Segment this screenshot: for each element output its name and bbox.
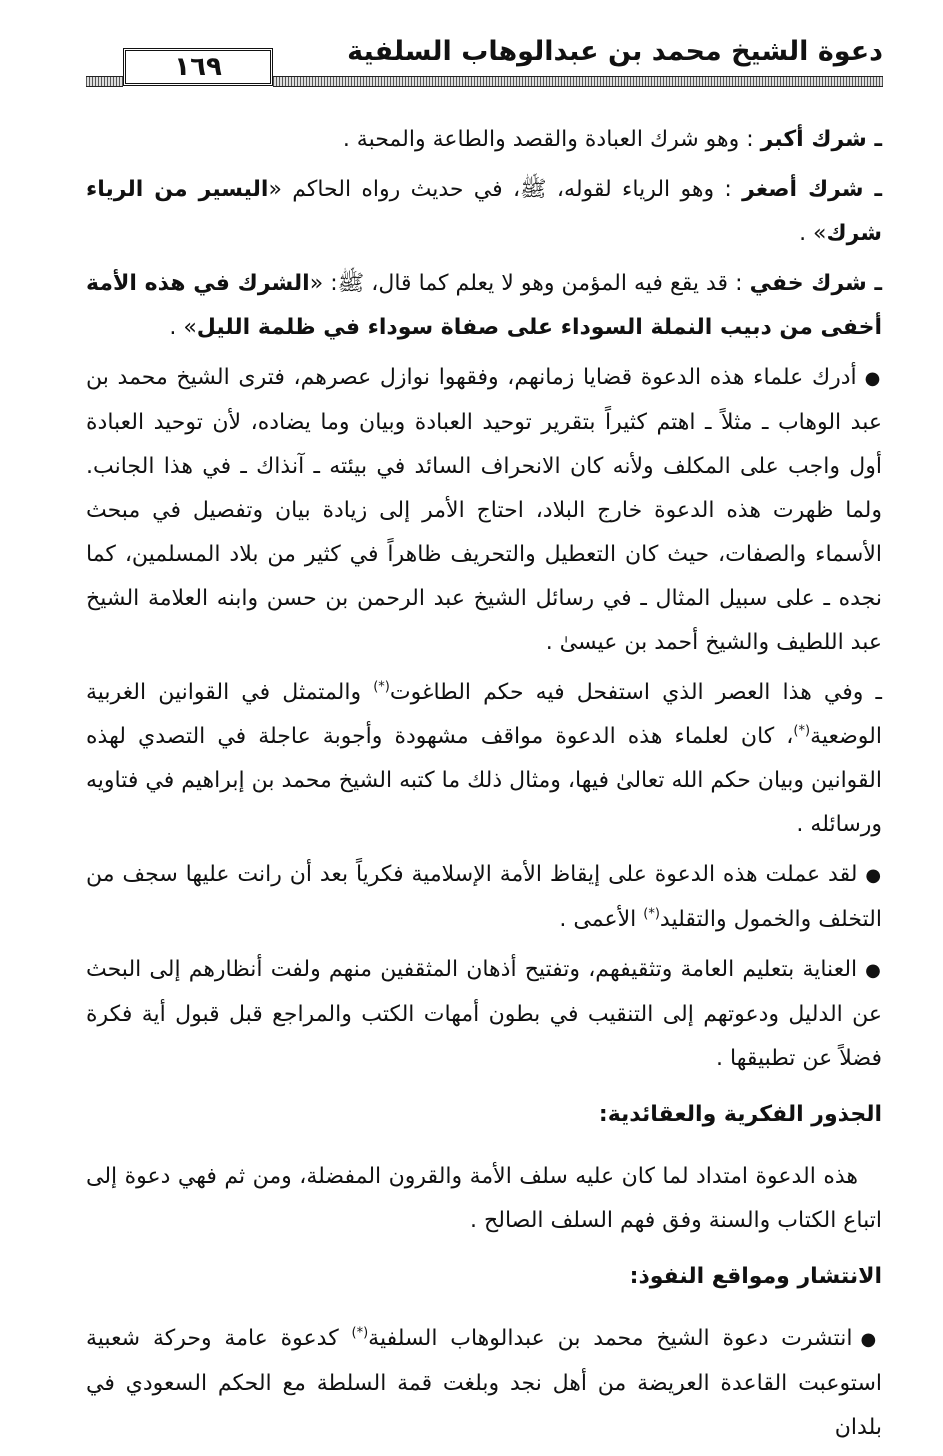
heading-roots: الجذور الفكرية والعقائدية: — [598, 1102, 882, 1127]
taghut-text-1: ـ وفي هذا العصر الذي استفحل فيه حكم الطاغوت — [389, 680, 882, 705]
shirk-asghar-item — [86, 168, 882, 256]
shirk-asghar-label: ـ شرك أصغر — [742, 177, 883, 202]
shirk-akbar-label: ـ شرك أكبر — [760, 127, 882, 152]
scholars-paragraph — [86, 356, 882, 665]
bullet-icon: ● — [860, 1329, 883, 1350]
footnote-marker: (*) — [793, 723, 811, 739]
taghut-text-3: ، كان لعلماء هذه الدعوة مواقف مشهودة وأجوبة عاجلة في التصدي لهذه القوانين وبيان حكم الله تعالىٰ فيها، ومثال ذلك ما كتبه الشيخ محمد بن إبراهيم في فتاويه ورسائله . — [86, 724, 882, 837]
education-text: العناية بتعليم العامة وتثقيفهم، وتفتيح أذهان المثقفين منهم ولفت أنظارهم إلى البحث عن الدليل ودعوتهم إلى التنقيب في بطون أمهات الكتب والمراجع قبل قبول أية فكرة فضلاً عن تطبيقها . — [86, 957, 882, 1071]
shirk-khafi-end: » . — [169, 315, 197, 340]
bullet-icon: ● — [864, 368, 882, 389]
shirk-khafi-text: : قد يقع فيه المؤمن وهو لا يعلم كما قال، ﷺ: « — [309, 271, 743, 296]
awakening-text-1: لقد عملت هذه الدعوة على إيقاظ الأمة الإسلامية فكرياً بعد أن رانت عليها سجف من التخلف والخمول والتقليد — [86, 862, 882, 932]
page-header — [86, 30, 883, 92]
shirk-akbar-item — [86, 118, 882, 162]
shirk-khafi-hadith: الشرك في هذه الأمة أخفى من دبيب النملة السوداء على صفاة سوداء في ظلمة الليل — [86, 271, 882, 340]
running-title: دعوة الشيخ محمد بن عبدالوهاب السلفية — [347, 36, 883, 67]
page-number: ١٦٩ — [123, 48, 273, 86]
education-paragraph — [86, 948, 882, 1081]
spread-text-1: انتشرت دعوة الشيخ محمد بن عبدالوهاب السلفية — [368, 1326, 853, 1351]
header-rule-left — [86, 76, 123, 87]
taghut-text-2: والمتمثل في القوانين الغربية الوضعية — [86, 680, 882, 749]
shirk-khafi-item — [86, 262, 882, 350]
footnote-marker: (*) — [373, 679, 390, 695]
shirk-asghar-end: » . — [799, 221, 827, 246]
awakening-paragraph — [86, 853, 882, 942]
bullet-icon: ● — [865, 865, 882, 886]
awakening-text-2: الأعمى . — [559, 907, 644, 932]
shirk-asghar-text: : وهو الرياء لقوله، ﷺ، في حديث رواه الحاكم « — [268, 177, 732, 202]
page-body — [86, 118, 882, 1456]
taghut-paragraph — [86, 671, 882, 847]
scholars-text: أدرك علماء هذه الدعوة قضايا زمانهم، وفقهوا نوازل عصرهم، فترى الشيخ محمد بن عبد الوهاب ـ مثلاً ـ اهتم كثيراً بتقرير توحيد العبادة وبيان وما يضاده، لأن توحيد العبادة أول واجب على المكلف ولأنه كان الانحراف السائد في بيئته ـ آنذاك ـ في هذا الجانب. ولما ظهرت هذه الدعوة خارج البلاد، احتاج الأمر إلى زيادة بيان وتفصيل في مبحث الأسماء والصفات، حيث كان التعطيل والتحريف ظاهراً في كثير من بلاد المسلمين، كما نجده ـ على سبيل المثال ـ في رسائل الشيخ عبد الرحمن بن حسن وابنه العلامة الشيخ عبد اللطيف والشيخ أحمد بن عيسىٰ . — [86, 365, 882, 655]
shirk-akbar-text: : وهو شرك العبادة والقصد والطاعة والمحبة . — [342, 127, 754, 152]
footnote-marker: (*) — [351, 1325, 369, 1341]
shirk-khafi-label: ـ شرك خفي — [749, 271, 882, 296]
heading-spread: الانتشار ومواقع النفوذ: — [629, 1264, 882, 1289]
shirk-asghar-hadith: اليسير من الرياء شرك — [86, 177, 882, 246]
header-rule-right — [273, 76, 883, 87]
spread-paragraph — [86, 1317, 882, 1450]
footnote-marker: (*) — [643, 906, 660, 922]
roots-paragraph: هذه الدعوة امتداد لما كان عليه سلف الأمة والقرون المفضلة، ومن ثم فهي دعوة إلى اتباع الكتاب والسنة وفق فهم السلف الصالح . — [86, 1164, 882, 1233]
bullet-icon: ● — [865, 960, 882, 981]
spread-text-2: كدعوة عامة وحركة شعبية استوعبت القاعدة العريضة من أهل نجد وبلغت قمة السلطة مع الحكم السعودي في بلدان — [86, 1326, 882, 1440]
